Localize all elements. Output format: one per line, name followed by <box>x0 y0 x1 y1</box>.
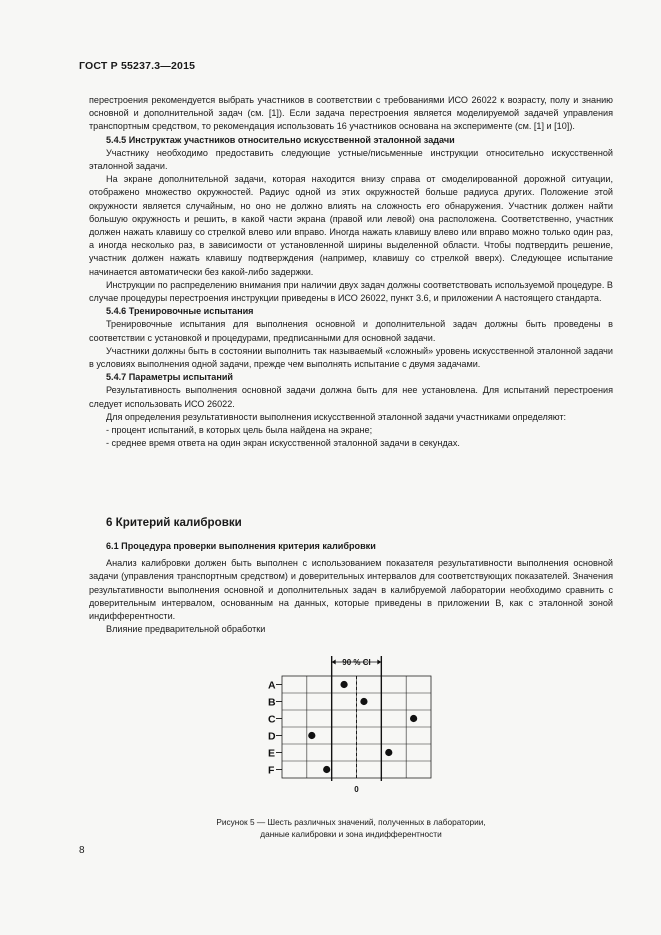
caption-line-1: Рисунок 5 — Шесть различных значений, полученных в лаборатории, <box>216 817 486 827</box>
heading-5-4-6: 5.4.6 Тренировочные испытания <box>106 306 254 317</box>
row-label: B <box>268 696 276 709</box>
heading-5-4-5: 5.4.5 Инструктаж участников относительно искусственной эталонной задачи <box>106 134 455 145</box>
row-label: C <box>268 713 276 726</box>
calibration-chart <box>258 646 433 806</box>
paragraph: Для определения результативности выполнения искусственной эталонной задачи участниками определяют: <box>106 411 567 422</box>
page-number: 8 <box>79 845 85 856</box>
figure-caption <box>89 816 613 840</box>
data-point <box>323 766 330 773</box>
section-6-body <box>89 540 613 636</box>
data-point <box>308 732 315 739</box>
paragraph: Влияние предварительной обработки <box>106 624 266 635</box>
heading-6-1: 6.1 Процедура проверки выполнения критерия калибровки <box>106 541 376 551</box>
data-point <box>385 749 392 756</box>
paragraph: На экране дополнительной задачи, которая находится внизу справа от смоделированной дорожной ситуации, отображено множество окружностей. Радиус одной из этих окружностей больше радиуса других. Положение этой окружности является случайным, но оно не должно влиять на сложность его обнаружения. Участник должен найти большую окружность и решить, в какой части экрана (правой или левой) она расположена. Соответственно, участник должен нажать клавишу со стрелкой влево или вправо. Иногда нажать клавишу влево или вправо можно только один раз, а иногда несколько раз, в зависимости от установленной ширины выделенной области. Чтобы подтвердить решение, участник должен нажать клавишу подтверждения (например, клавишу со стрелкой вверх). Следующее испытание начинается автоматически без какой-либо задержки. <box>89 174 613 277</box>
row-label: A <box>268 679 276 692</box>
ci-label: 90 % CI <box>342 658 371 667</box>
paragraph: Анализ калибровки должен быть выполнен с использованием показателя результативности выполнения основной задачи (управления транспортным средством) и доверительных интервалов для соответствующих показателей. Значения результативности выполнения основной и дополнительных задач в калибруемой лаборатории необходимо сравнить с доверительным интервалом, основанным на данных, которые приведены в приложении В, как с эталонной зоной индифферентности. <box>89 558 613 622</box>
list-item: - процент испытаний, в которых цель была найдена на экране; <box>106 425 373 436</box>
row-label: F <box>268 764 275 777</box>
paragraph: Инструкции по распределению внимания при наличии двух задач должны соответствовать используемой процедуре. В случае процедуры перестроения инструкции приведены в ИСО 26022, пункт 3.6, и приложении А настоящего стандарта. <box>89 279 613 304</box>
row-label: E <box>268 747 276 760</box>
list-item: - среднее время ответа на один экран искусственной эталонной задачи в секундах. <box>106 438 460 449</box>
section-5-body <box>89 94 613 450</box>
data-point <box>410 715 417 722</box>
paragraph: Участники должны быть в состоянии выполнить так называемый «сложный» уровень искусственной эталонной задачи в условиях выполнения одной задачи, прежде чем выполнять испытание с двумя задачами. <box>89 345 613 370</box>
document-header: ГОСТ Р 55237.3—2015 <box>79 60 196 72</box>
paragraph: Участнику необходимо предоставить следующие устные/письменные инструкции относительно искусственной эталонной задачи. <box>89 147 613 172</box>
data-point <box>340 681 347 688</box>
paragraph: Тренировочные испытания для выполнения основной и дополнительной задач должны быть проведены в соответствии с установкой и процедурами, предписанными для основной задачи. <box>89 319 613 343</box>
data-point <box>360 698 367 705</box>
row-label: D <box>268 730 276 743</box>
heading-5-4-7: 5.4.7 Параметры испытаний <box>106 372 234 383</box>
caption-line-2: данные калибровки и зона индифферентности <box>260 829 442 839</box>
paragraph: перестроения рекомендуется выбрать участников в соответствии с требованиями ИСО 26022 к возрасту, полу и знанию основной и дополнительной задач (см. [1]). Если задача перестроения является моделируемой задачей управления транспортным средством, то рекомендация использовать 16 участников основана на эксперименте (см. [1] и [10]). <box>89 95 613 132</box>
calibration-figure <box>258 646 433 806</box>
zero-label: 0 <box>354 785 359 794</box>
section-6-title: 6 Критерий калибровки <box>106 516 242 529</box>
paragraph: Результативность выполнения основной задачи должна быть для нее установлена. Для испытаний перестроения следует использовать ИСО 26022. <box>89 385 613 409</box>
